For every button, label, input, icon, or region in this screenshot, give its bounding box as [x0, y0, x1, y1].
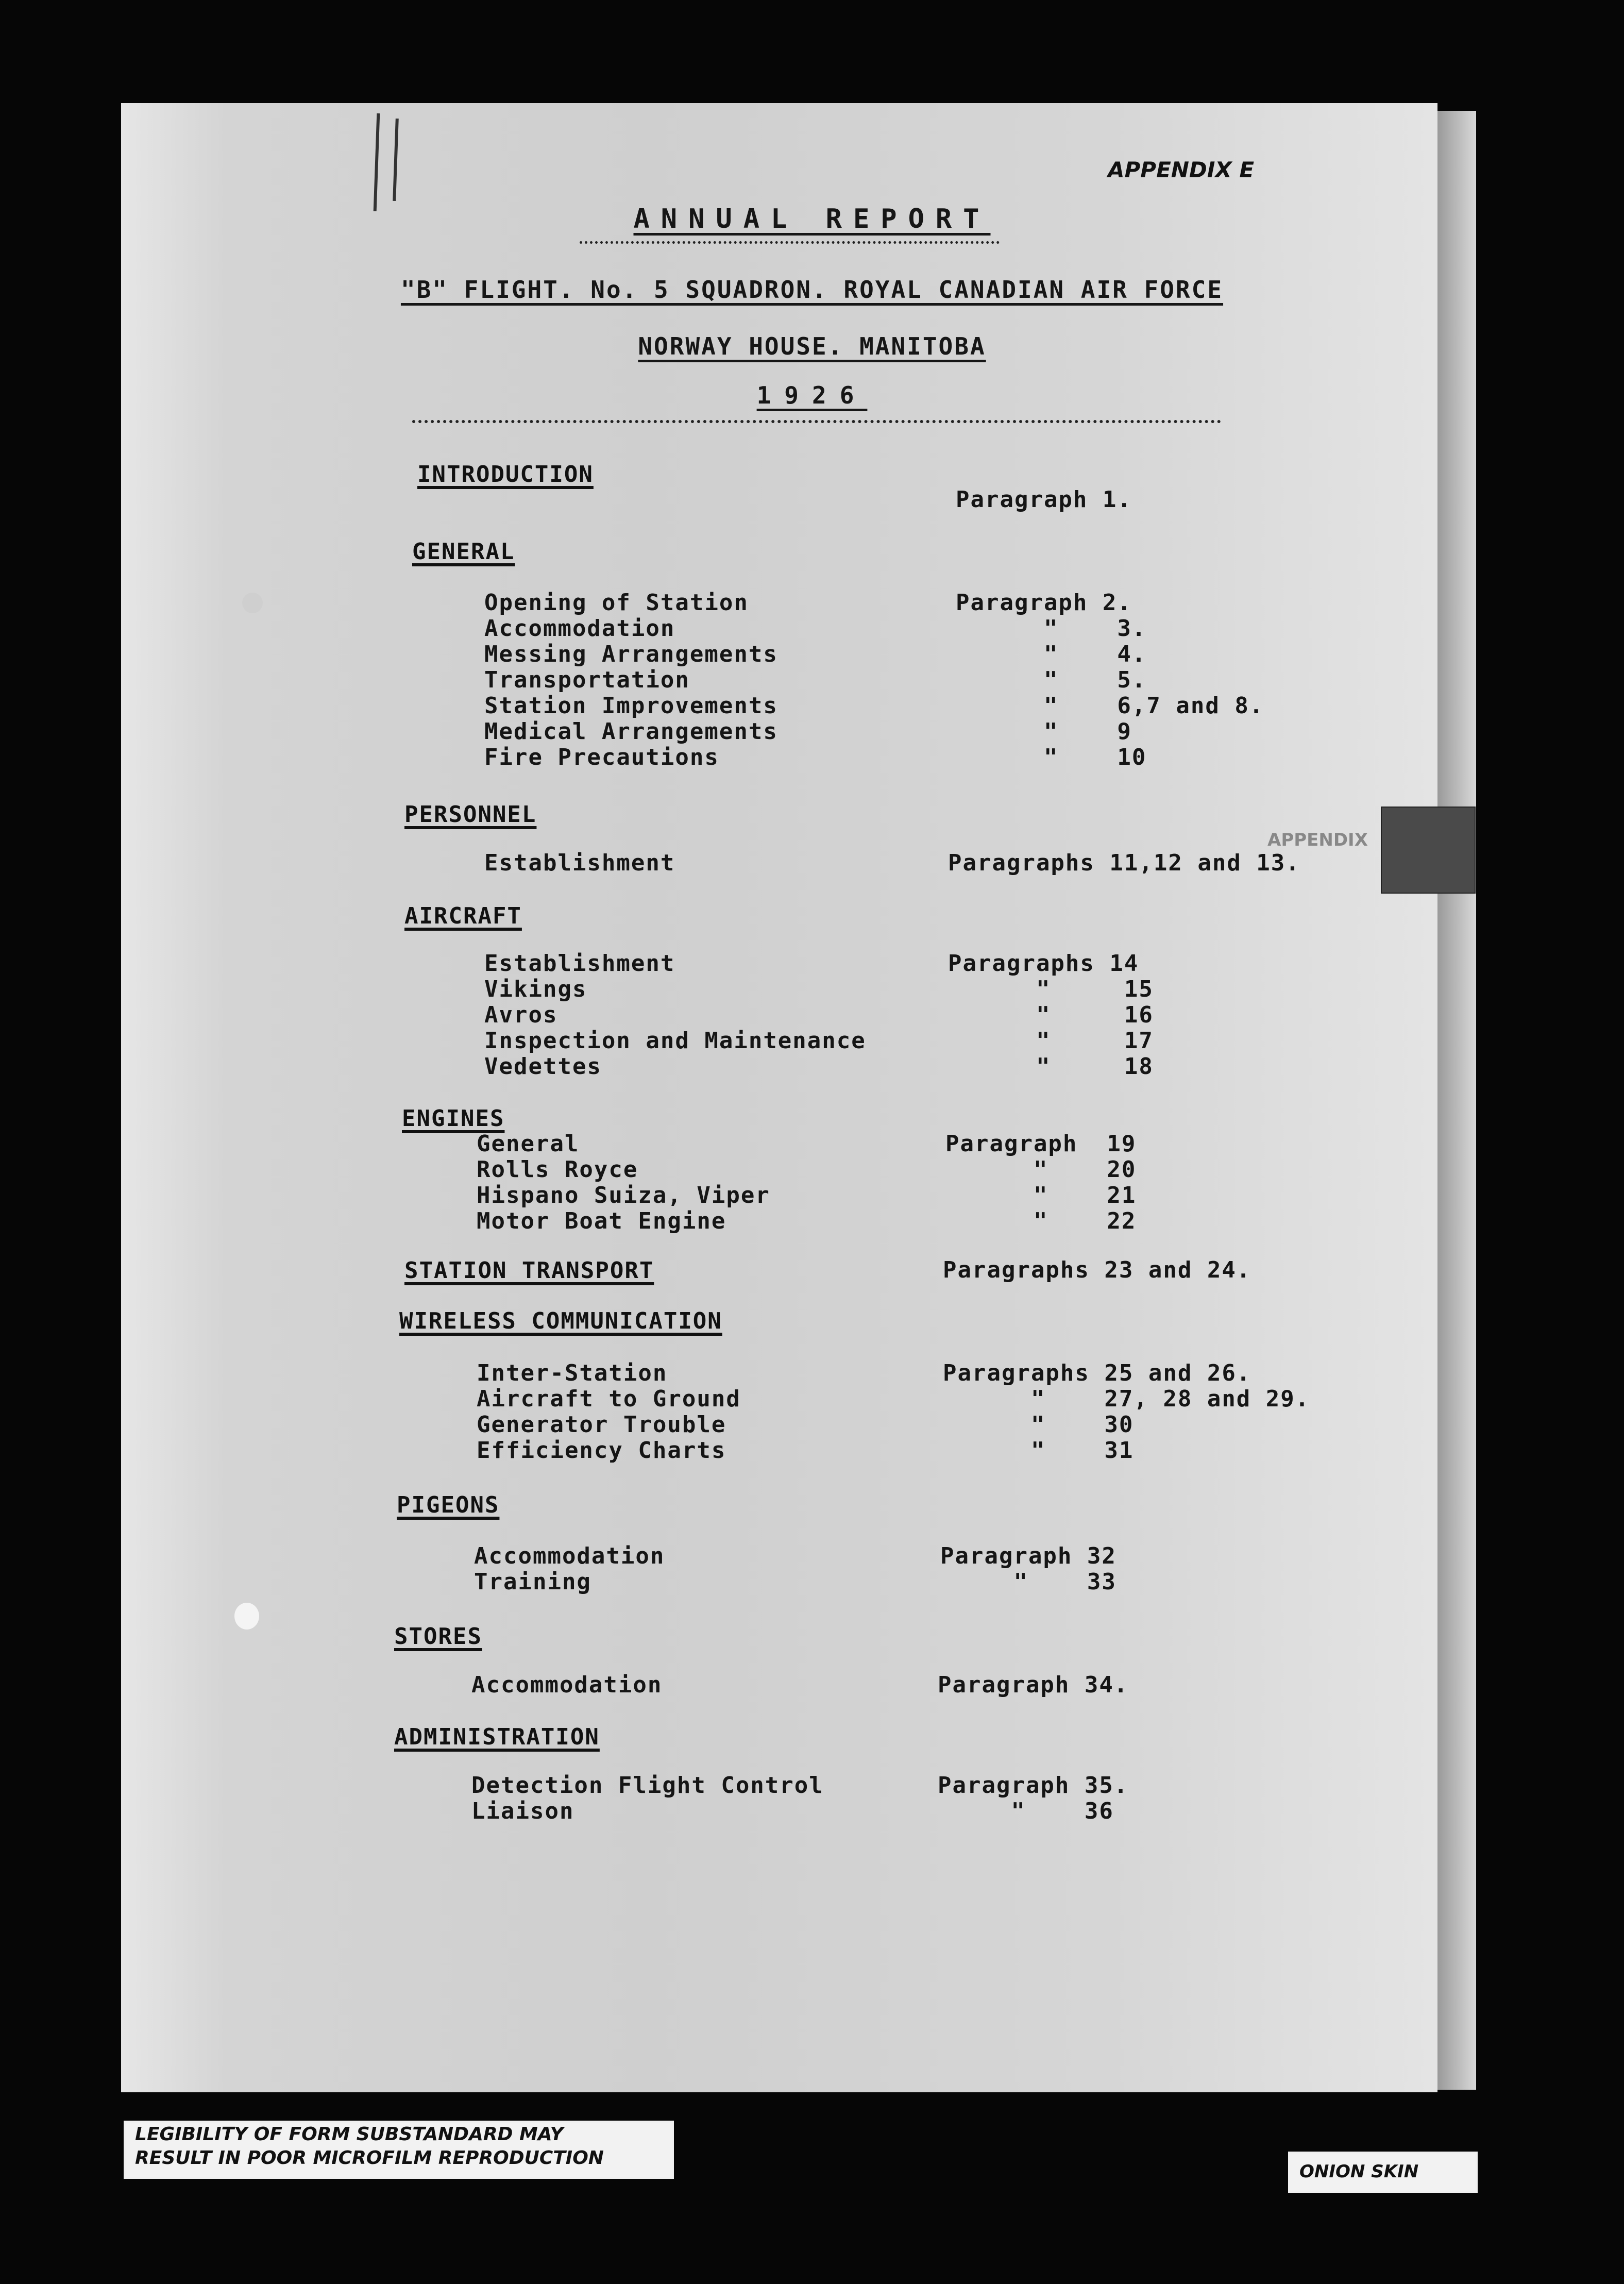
legibility-stamp-line: LEGIBILITY OF FORM SUBSTANDARD MAY [135, 2124, 564, 2145]
onion-skin-label: ONION SKIN [1299, 2161, 1419, 2182]
section-heading: AIRCRAFT [404, 903, 522, 929]
header-dotted-rule [412, 420, 1221, 423]
location-line: NORWAY HOUSE. MANITOBA [638, 332, 986, 360]
toc-item: Liaison [471, 1798, 574, 1824]
paragraph-ref: " 20 [945, 1156, 1137, 1183]
toc-item: Opening of Station [484, 590, 749, 616]
toc-item: General [477, 1131, 580, 1157]
paragraph-ref: " 4. [956, 641, 1147, 667]
paragraph-ref: Paragraph 1. [956, 486, 1132, 513]
paragraph-ref: " 18 [948, 1053, 1154, 1080]
paragraph-ref: " 3. [956, 615, 1147, 642]
appendix-tab [1381, 807, 1476, 894]
paragraph-ref: " 9 [956, 718, 1132, 745]
paragraph-ref: Paragraphs 14 [948, 950, 1139, 977]
paragraph-ref: " 6,7 and 8. [956, 693, 1264, 719]
toc-item: Rolls Royce [477, 1156, 638, 1183]
paragraph-ref: " 27, 28 and 29. [943, 1386, 1310, 1412]
section-heading: PIGEONS [397, 1492, 500, 1518]
toc-item: Accommodation [474, 1543, 665, 1569]
paragraph-ref: " 22 [945, 1208, 1137, 1234]
toc-item: Accommodation [471, 1672, 663, 1698]
toc-item: Messing Arrangements [484, 641, 778, 667]
toc-item: Hispano Suiza, Viper [477, 1182, 770, 1208]
toc-item: Fire Precautions [484, 744, 719, 770]
paragraph-ref: " 31 [943, 1437, 1134, 1464]
toc-item: Transportation [484, 667, 690, 693]
legibility-stamp [124, 2121, 674, 2179]
toc-item: Inspection and Maintenance [484, 1028, 866, 1054]
toc-item: Training [474, 1569, 591, 1595]
section-heading: ADMINISTRATION [394, 1724, 600, 1750]
toc-item: Inter-Station [477, 1360, 668, 1386]
toc-item: Generator Trouble [477, 1412, 726, 1438]
paragraph-ref: " 30 [943, 1412, 1134, 1438]
paragraph-ref: Paragraph 19 [945, 1131, 1137, 1157]
toc-item: Vedettes [484, 1053, 602, 1080]
paragraph-ref: " 21 [945, 1182, 1137, 1208]
legibility-stamp-line: RESULT IN POOR MICROFILM REPRODUCTION [135, 2147, 604, 2169]
toc-item: Motor Boat Engine [477, 1208, 726, 1234]
punch-hole [242, 593, 263, 613]
appendix-note: APPENDIX E [1108, 157, 1255, 182]
paragraph-ref: " 16 [948, 1002, 1154, 1028]
title-dotted-rule [580, 241, 1000, 244]
section-heading: GENERAL [412, 539, 515, 565]
toc-item: Vikings [484, 976, 587, 1002]
toc-item: Detection Flight Control [471, 1772, 824, 1799]
paragraph-ref: Paragraphs 25 and 26. [943, 1360, 1251, 1386]
paragraph-ref: Paragraph 32 [940, 1543, 1116, 1569]
toc-item: Establishment [484, 950, 675, 977]
unit-line: "B" FLIGHT. No. 5 SQUADRON. ROYAL CANADIAN AIR FORCE [400, 276, 1224, 304]
paragraph-ref: " 17 [948, 1028, 1154, 1054]
paragraph-ref: Paragraphs 11,12 and 13. [948, 850, 1300, 876]
toc-item: Station Improvements [484, 693, 778, 719]
paragraph-ref: Paragraphs 23 and 24. [943, 1257, 1251, 1283]
toc-item: Accommodation [484, 615, 675, 642]
paragraph-ref: Paragraph 2. [956, 590, 1132, 616]
section-heading: WIRELESS COMMUNICATION [399, 1308, 722, 1334]
section-heading: STATION TRANSPORT [404, 1257, 654, 1284]
section-heading: STORES [394, 1623, 482, 1650]
toc-item: Efficiency Charts [477, 1437, 726, 1464]
year-line: 1926 [756, 381, 868, 409]
paragraph-ref: " 33 [940, 1569, 1116, 1595]
paragraph-ref: Paragraph 34. [938, 1672, 1129, 1698]
toc-item: Establishment [484, 850, 675, 876]
section-heading: INTRODUCTION [417, 461, 594, 488]
paragraph-ref: " 36 [938, 1798, 1114, 1824]
section-heading: PERSONNEL [404, 801, 537, 828]
paragraph-ref: Paragraph 35. [938, 1772, 1129, 1799]
section-heading: ENGINES [402, 1105, 505, 1132]
paragraph-ref: " 10 [956, 744, 1147, 770]
onion-skin-stamp [1288, 2152, 1478, 2193]
paragraph-ref: " 15 [948, 976, 1154, 1002]
toc-item: Medical Arrangements [484, 718, 778, 745]
punch-hole [234, 1603, 259, 1630]
appendix-tab-text: APPENDIX [1267, 830, 1368, 850]
report-title: ANNUAL REPORT [633, 204, 991, 234]
toc-item: Avros [484, 1002, 558, 1028]
paragraph-ref: " 5. [956, 667, 1147, 693]
toc-item: Aircraft to Ground [477, 1386, 741, 1412]
